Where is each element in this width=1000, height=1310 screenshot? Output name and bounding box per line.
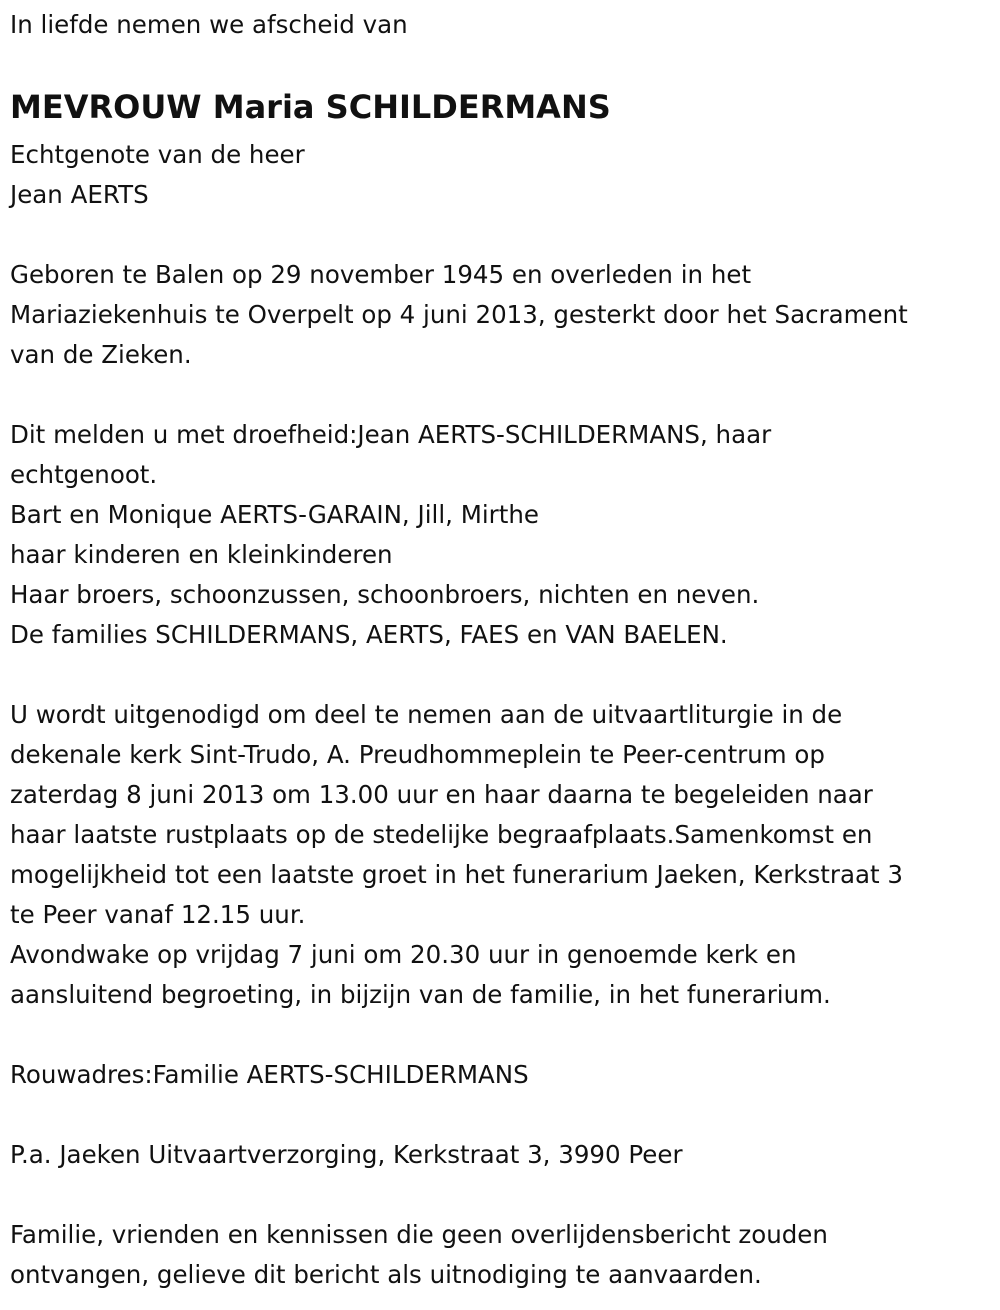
deceased-name: MEVROUW Maria SCHILDERMANS <box>10 88 611 126</box>
mourning-address-paragraph <box>10 1055 1000 1095</box>
text-line: ontvangen, gelieve dit bericht als uitnodiging te aanvaarden. <box>10 1260 762 1289</box>
text-line: mogelijkheid tot een laatste groet in het funerarium Jaeken, Kerkstraat 3 <box>10 860 903 889</box>
care-of-address: P.a. Jaeken Uitvaartverzorging, Kerkstraat 3, 3990 Peer <box>10 1140 683 1169</box>
closing-paragraph <box>10 1215 1000 1295</box>
text-line: dekenale kerk Sint-Trudo, A. Preudhommeplein te Peer-centrum op <box>10 740 825 769</box>
spouse-block <box>10 135 1000 215</box>
birth-death-paragraph <box>10 255 1000 375</box>
text-line: U wordt uitgenodigd om deel te nemen aan de uitvaartliturgie in de <box>10 700 843 729</box>
text-line: aansluitend begroeting, in bijzijn van de familie, in het funerarium. <box>10 980 831 1009</box>
text-line: echtgenoot. <box>10 460 158 489</box>
intro-text: In liefde nemen we afscheid van <box>10 10 408 39</box>
spouse-line: Jean AERTS <box>10 180 149 209</box>
text-line: Avondwake op vrijdag 7 juni om 20.30 uur in genoemde kerk en <box>10 940 797 969</box>
text-line: haar kinderen en kleinkinderen <box>10 540 393 569</box>
text-line: Dit melden u met droefheid:Jean AERTS-SCHILDERMANS, haar <box>10 420 772 449</box>
family-paragraph <box>10 415 1000 655</box>
text-line: Bart en Monique AERTS-GARAIN, Jill, Mirthe <box>10 500 539 529</box>
spouse-line: Echtgenote van de heer <box>10 140 305 169</box>
text-line: Mariaziekenhuis te Overpelt op 4 juni 2013, gesterkt door het Sacrament <box>10 300 908 329</box>
text-line: Familie, vrienden en kennissen die geen overlijdensbericht zouden <box>10 1220 828 1249</box>
text-line: te Peer vanaf 12.15 uur. <box>10 900 306 929</box>
text-line: De families SCHILDERMANS, AERTS, FAES en VAN BAELEN. <box>10 620 728 649</box>
text-line: haar laatste rustplaats op de stedelijke begraafplaats.Samenkomst en <box>10 820 873 849</box>
funeral-paragraph <box>10 695 1000 1015</box>
text-line: Haar broers, schoonzussen, schoonbroers, nichten en neven. <box>10 580 760 609</box>
care-of-paragraph <box>10 1135 1000 1175</box>
text-line: Geboren te Balen op 29 november 1945 en overleden in het <box>10 260 752 289</box>
text-line: van de Zieken. <box>10 340 192 369</box>
text-line: zaterdag 8 juni 2013 om 13.00 uur en haar daarna te begeleiden naar <box>10 780 873 809</box>
mourning-address: Rouwadres:Familie AERTS-SCHILDERMANS <box>10 1060 529 1089</box>
obituary-notice <box>10 5 1000 1295</box>
